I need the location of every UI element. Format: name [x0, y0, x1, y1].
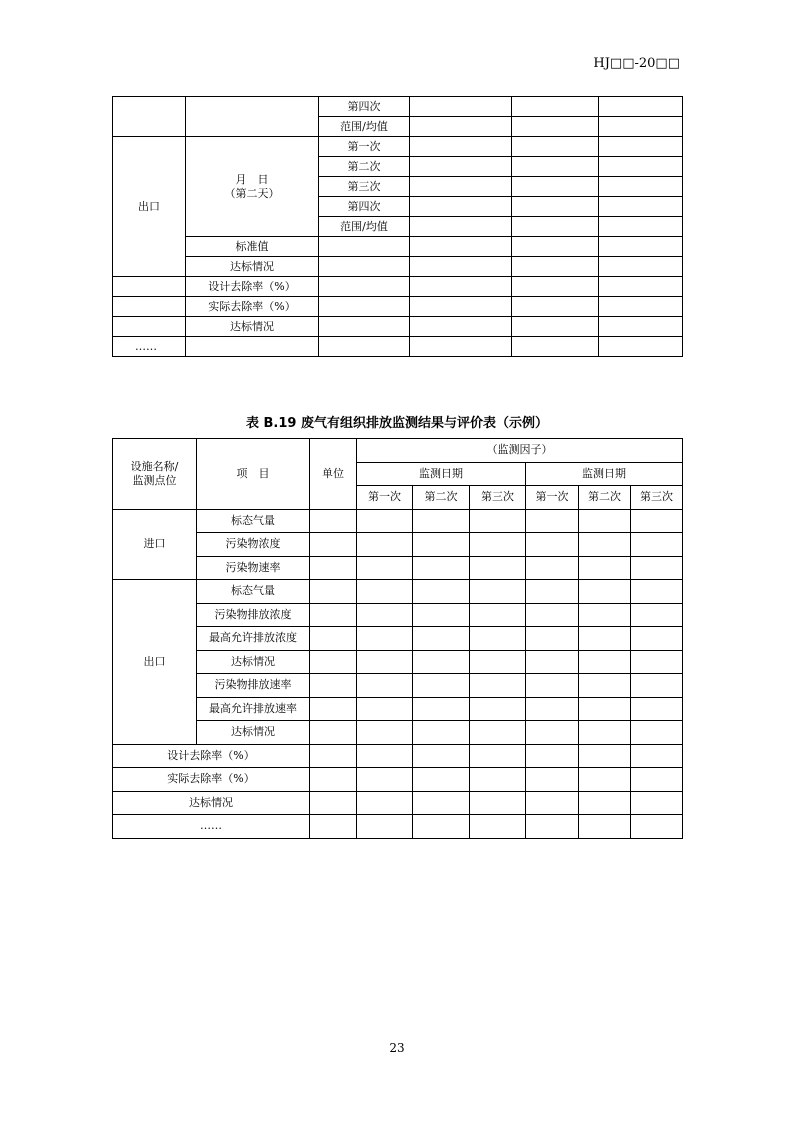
cell — [113, 97, 186, 137]
run-header: 第三次 — [631, 486, 683, 510]
date-header: 监测日期 — [526, 462, 683, 486]
run-label: 范围/均值 — [319, 117, 410, 137]
run-label: 第三次 — [319, 177, 410, 197]
design-removal-label: 设计去除率（%） — [186, 277, 319, 297]
item-label: 污染物浓度 — [197, 533, 310, 557]
table-row — [113, 815, 683, 839]
table-continuation — [112, 96, 683, 357]
item-label: 污染物排放浓度 — [197, 603, 310, 627]
table-row — [113, 627, 683, 651]
table-row — [113, 277, 683, 297]
outlet-label: 出口 — [113, 580, 197, 745]
item-label: 达标情况 — [197, 721, 310, 745]
ellipsis: …… — [113, 815, 310, 839]
outlet-label: 出口 — [113, 137, 186, 277]
table-row — [113, 137, 683, 157]
run-header: 第二次 — [579, 486, 631, 510]
cell — [186, 97, 319, 137]
table-row — [113, 721, 683, 745]
document-code: HJ□□-20□□ — [593, 56, 680, 71]
table-row — [113, 580, 683, 604]
table-row — [113, 650, 683, 674]
inlet-label: 进口 — [113, 509, 197, 580]
table-row — [113, 768, 683, 792]
table-row — [113, 237, 683, 257]
actual-removal-label: 实际去除率（%） — [113, 768, 310, 792]
item-label: 标态气量 — [197, 509, 310, 533]
page-number: 23 — [389, 1041, 405, 1055]
run-label: 范围/均值 — [319, 217, 410, 237]
item-header: 项 目 — [197, 439, 310, 510]
table-gas-emission — [112, 438, 683, 839]
table-row — [113, 97, 683, 117]
item-label: 污染物速率 — [197, 556, 310, 580]
standard-value-label: 标准值 — [186, 237, 319, 257]
ellipsis: …… — [113, 337, 186, 357]
run-label: 第四次 — [319, 197, 410, 217]
run-header: 第一次 — [357, 486, 413, 510]
table-row — [113, 697, 683, 721]
facility-header: 设施名称/ 监测点位 — [113, 439, 197, 510]
table-caption: 表 B.19 废气有组织排放监测结果与评价表（示例） — [246, 416, 548, 431]
item-label: 污染物排放速率 — [197, 674, 310, 698]
run-header: 第二次 — [413, 486, 470, 510]
item-label: 标态气量 — [197, 580, 310, 604]
run-label: 第一次 — [319, 137, 410, 157]
table-header-row — [113, 439, 683, 463]
design-removal-label: 设计去除率（%） — [113, 744, 310, 768]
factor-header: （监测因子） — [357, 439, 683, 463]
item-label: 最高允许排放浓度 — [197, 627, 310, 651]
date-header: 监测日期 — [357, 462, 526, 486]
run-header: 第一次 — [526, 486, 579, 510]
table-row — [113, 791, 683, 815]
table-row — [113, 257, 683, 277]
compliance-label: 达标情况 — [113, 791, 310, 815]
table-row — [113, 297, 683, 317]
table-row — [113, 337, 683, 357]
compliance-label: 达标情况 — [186, 317, 319, 337]
table-row — [113, 744, 683, 768]
date-label: 月 日 （第二天） — [186, 137, 319, 237]
item-label: 达标情况 — [197, 650, 310, 674]
table-row — [113, 603, 683, 627]
table-row — [113, 674, 683, 698]
table-row — [113, 509, 683, 533]
unit-header: 单位 — [310, 439, 357, 510]
table-row — [113, 556, 683, 580]
run-header: 第三次 — [470, 486, 526, 510]
compliance-label: 达标情况 — [186, 257, 319, 277]
run-label: 第四次 — [319, 97, 410, 117]
item-label: 最高允许排放速率 — [197, 697, 310, 721]
table-row — [113, 317, 683, 337]
run-label: 第二次 — [319, 157, 410, 177]
actual-removal-label: 实际去除率（%） — [186, 297, 319, 317]
table-row — [113, 533, 683, 557]
